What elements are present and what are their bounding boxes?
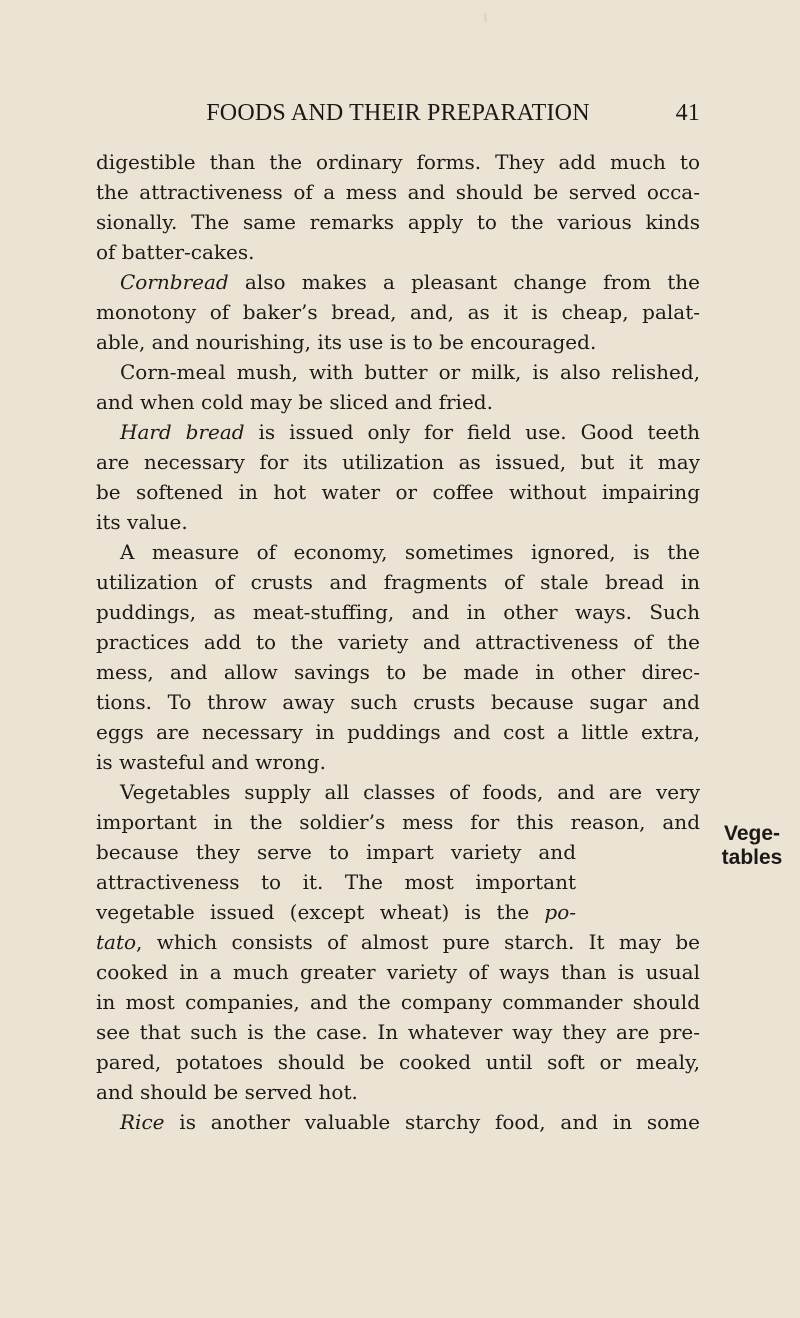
text-line: because they serve to impart variety and: [96, 840, 576, 864]
margin-note-line: Vege-: [723, 822, 781, 845]
text-line: its value.: [96, 510, 188, 534]
text-line: monotony of baker’s bread, and, as it is cheap, palat-: [96, 300, 700, 324]
margin-note-line: tables: [721, 846, 783, 869]
term-hard-bread: Hard bread: [120, 420, 245, 444]
running-head: FOODS AND THEIR PREPARATION: [206, 100, 590, 126]
text-line: cooked in a much greater variety of ways than is usual: [96, 960, 700, 984]
text-line: mess, and allow savings to be made in other direc-: [96, 660, 700, 684]
page-speck: [484, 13, 487, 22]
text-line: able, and nourishing, its use is to be encouraged.: [96, 330, 597, 354]
text-line: eggs are necessary in puddings and cost a little extra,: [96, 720, 700, 744]
text-line: of batter-cakes.: [96, 240, 255, 264]
text-line: in most companies, and the company commander should: [96, 990, 700, 1014]
margin-note-vegetables: [702, 822, 800, 870]
body-text: [96, 147, 700, 1137]
text-fragment: is another valuable starchy food, and in some: [164, 1110, 700, 1134]
text-line: attractiveness to it. The most important: [96, 870, 576, 894]
text-line: see that such is the case. In whatever way they are pre-: [96, 1020, 700, 1044]
text-line: [96, 897, 576, 927]
page-number: 41: [675, 100, 700, 126]
text-line: sionally. The same remarks apply to the various kinds: [96, 210, 700, 234]
text-line: digestible than the ordinary forms. They add much to: [96, 150, 700, 174]
text-line: pared, potatoes should be cooked until soft or mealy,: [96, 1050, 700, 1074]
term-potato-part1: po-: [544, 900, 576, 924]
text-line: [96, 417, 700, 447]
text-line: practices add to the variety and attractiveness of the: [96, 630, 700, 654]
text-line: important in the soldier’s mess for this reason, and: [96, 810, 700, 834]
text-line: are necessary for its utilization as issued, but it may: [96, 450, 700, 474]
term-rice: Rice: [120, 1110, 165, 1134]
text-fragment: vegetable issued (except wheat) is the: [96, 900, 545, 924]
term-cornbread: Cornbread: [120, 270, 229, 294]
term-potato-part2: tato: [96, 930, 137, 954]
text-line: tions. To throw away such crusts because sugar and: [96, 690, 700, 714]
text-line: and when cold may be sliced and fried.: [96, 390, 493, 414]
text-line: and should be served hot.: [96, 1080, 358, 1104]
text-line: [96, 927, 700, 957]
text-line: A measure of economy, sometimes ignored, is the: [120, 540, 700, 564]
text-line: [96, 267, 700, 297]
text-line: [96, 1107, 700, 1137]
text-line: utilization of crusts and fragments of stale bread in: [96, 570, 700, 594]
text-line: be softened in hot water or coffee without impairing: [96, 480, 700, 504]
text-line: Corn-meal mush, with butter or milk, is also relished,: [120, 360, 700, 384]
text-fragment: also makes a pleasant change from the: [228, 270, 700, 294]
text-line: is wasteful and wrong.: [96, 750, 326, 774]
text-line: puddings, as meat-stuffing, and in other ways. Such: [96, 600, 700, 624]
text-fragment: is issued only for field use. Good teeth: [244, 420, 700, 444]
text-line: the attractiveness of a mess and should be served occa-: [96, 180, 700, 204]
text-fragment: , which consists of almost pure starch. It may be: [136, 930, 700, 954]
page-header: [96, 100, 700, 134]
text-line: Vegetables supply all classes of foods, and are very: [120, 780, 700, 804]
